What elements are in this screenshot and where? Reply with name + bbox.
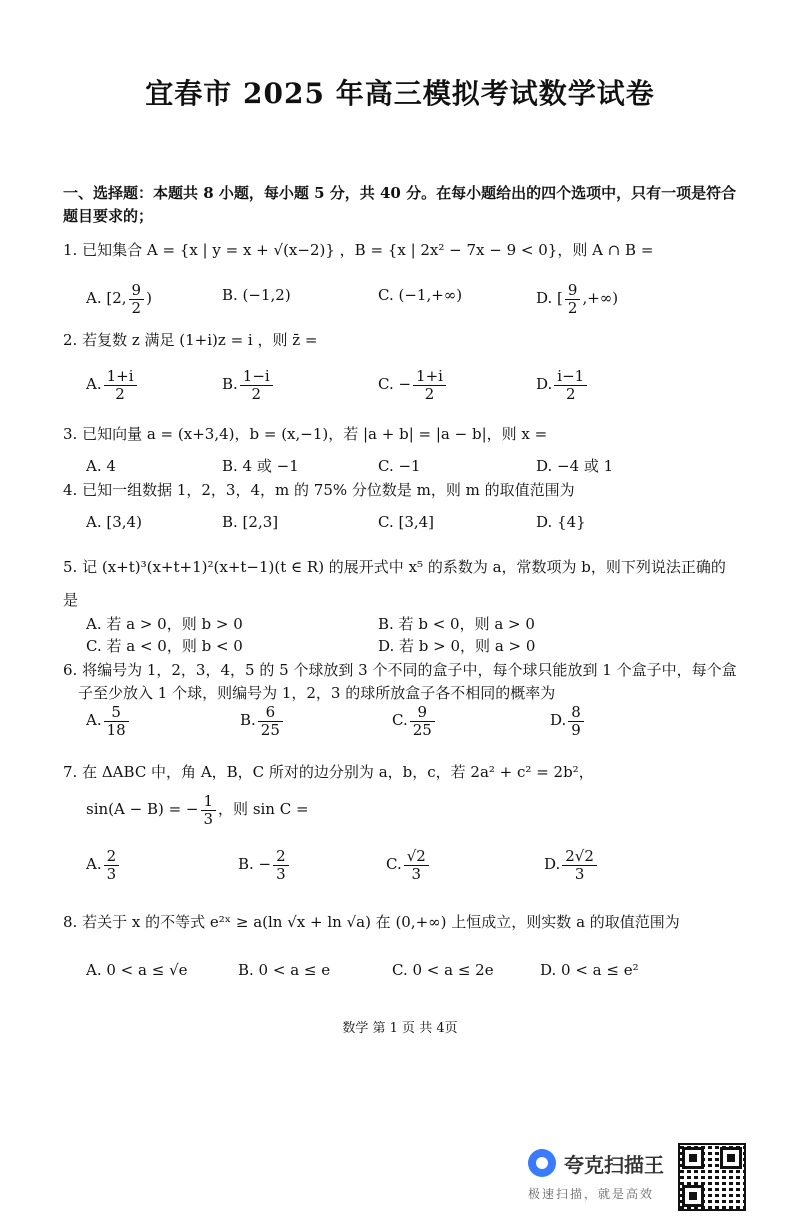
q3-option-d: D. −4 或 1: [536, 457, 614, 475]
q4-option-b: B. [2,3]: [222, 513, 279, 531]
q6-option-c: C. $\frac{9}{25}$: [392, 704, 437, 738]
q7-option-c: C. $\frac{√2}{3}$: [386, 848, 431, 882]
q4-option-c: C. [3,4]: [378, 513, 435, 531]
q5-option-d: D. 若 b > 0，则 a > 0: [378, 637, 536, 655]
q7-option-d: D. $\frac{2√2}{3}$: [544, 848, 599, 882]
q1-option-d: D. [ $\frac{9}{2}$ ,+∞): [536, 281, 619, 317]
question-1-stem: 1. 已知集合 A = {x | y = x + √(x−2)} ，B = {x | 2x² − 7x − 9 < 0}，则 A ∩ B =: [63, 241, 654, 259]
q8-option-b: B. 0 < a ≤ e: [238, 961, 331, 979]
quark-logo-icon: [528, 1149, 556, 1177]
q2-option-d: D. $\frac{i-1}{2}$: [536, 368, 589, 402]
q1-option-a: A. [2, $\frac{9}{2}$ ): [86, 281, 152, 317]
question-3-stem: 3. 已知向量 a = (x+3,4)，b = (x,−1)，若 |a + b| = |a − b|，则 x =: [63, 425, 548, 443]
q2-option-a: A. $\frac{1+i}{2}$: [86, 368, 139, 402]
q6-option-a: A. $\frac{5}{18}$: [86, 704, 131, 738]
q5-option-c: C. 若 a < 0，则 b < 0: [86, 637, 243, 655]
page-footer: 数学 第 1 页 共 4页: [342, 1021, 458, 1036]
q5-option-a: A. 若 a > 0，则 b > 0: [86, 615, 243, 633]
q7-option-a: A. $\frac{2}{3}$: [86, 848, 121, 882]
section-header-line2: 题目要求的；: [63, 207, 154, 225]
brand-name: 夸克扫描王: [564, 1153, 664, 1177]
q8-option-a: A. 0 < a ≤ √e: [86, 961, 188, 979]
brand-tagline: 极速扫描，就是高效: [528, 1187, 655, 1201]
q3-option-c: C. −1: [378, 457, 421, 475]
question-4-stem: 4. 已知一组数据 1，2，3，4，m 的 75% 分位数是 m，则 m 的取值范围为: [63, 481, 575, 499]
question-6-stem-cont: 子至少放入 1 个球，则编号为 1，2，3 的球所放盒子各不相同的概率为: [78, 684, 556, 702]
page-title: 宜春市 2025 年高三模拟考试数学试卷: [145, 77, 655, 110]
q8-option-d: D. 0 < a ≤ e²: [540, 961, 639, 979]
q8-option-c: C. 0 < a ≤ 2e: [392, 961, 494, 979]
question-2-stem: 2. 若复数 z 满足 (1+i)z = i ，则 z̄ =: [63, 331, 318, 349]
q2-option-b: B. $\frac{1-i}{2}$: [222, 368, 275, 402]
q3-option-a: A. 4: [86, 457, 116, 475]
qr-code-icon: [678, 1143, 746, 1211]
q6-option-d: D. $\frac{8}{9}$: [550, 704, 586, 738]
q4-option-a: A. [3,4): [86, 513, 142, 531]
q7-option-b: B. − $\frac{2}{3}$: [238, 848, 291, 882]
q6-option-b: B. $\frac{6}{25}$: [240, 704, 285, 738]
scanner-watermark: [528, 1145, 678, 1205]
q3-option-b: B. 4 或 −1: [222, 457, 299, 475]
q4-option-d: D. {4}: [536, 513, 586, 531]
section-header-line1: 一、选择题：本题共 8 小题，每小题 5 分，共 40 分。在每小题给出的四个选项中，只有一项是符合: [63, 184, 737, 202]
q2-option-c: C. − $\frac{1+i}{2}$: [378, 368, 448, 402]
question-7-stem-cont: sin(A − B) = − $\frac{1}{3}$ ，则 sin C =: [86, 792, 309, 828]
q5-option-b: B. 若 b < 0，则 a > 0: [378, 615, 535, 633]
question-5-stem: 5. 记 (x+t)³(x+t+1)²(x+t−1)(t ∈ R) 的展开式中 x⁵ 的系数为 a，常数项为 b，则下列说法正确的: [63, 558, 726, 576]
question-7-stem: 7. 在 ΔABC 中，角 A，B，C 所对的边分别为 a，b，c，若 2a² + c² = 2b²，: [63, 763, 594, 781]
question-8-stem: 8. 若关于 x 的不等式 e²ˣ ≥ a(ln √x + ln √a) 在 (0,+∞) 上恒成立，则实数 a 的取值范围为: [63, 913, 680, 931]
question-5-stem-cont: 是: [63, 591, 79, 609]
question-6-stem: 6. 将编号为 1，2，3，4，5 的 5 个球放到 3 个不同的盒子中，每个球只能放到 1 个盒子中，每个盒: [63, 661, 737, 679]
q1-option-c: C. (−1,+∞): [378, 286, 463, 304]
q1-option-b: B. (−1,2): [222, 286, 291, 304]
